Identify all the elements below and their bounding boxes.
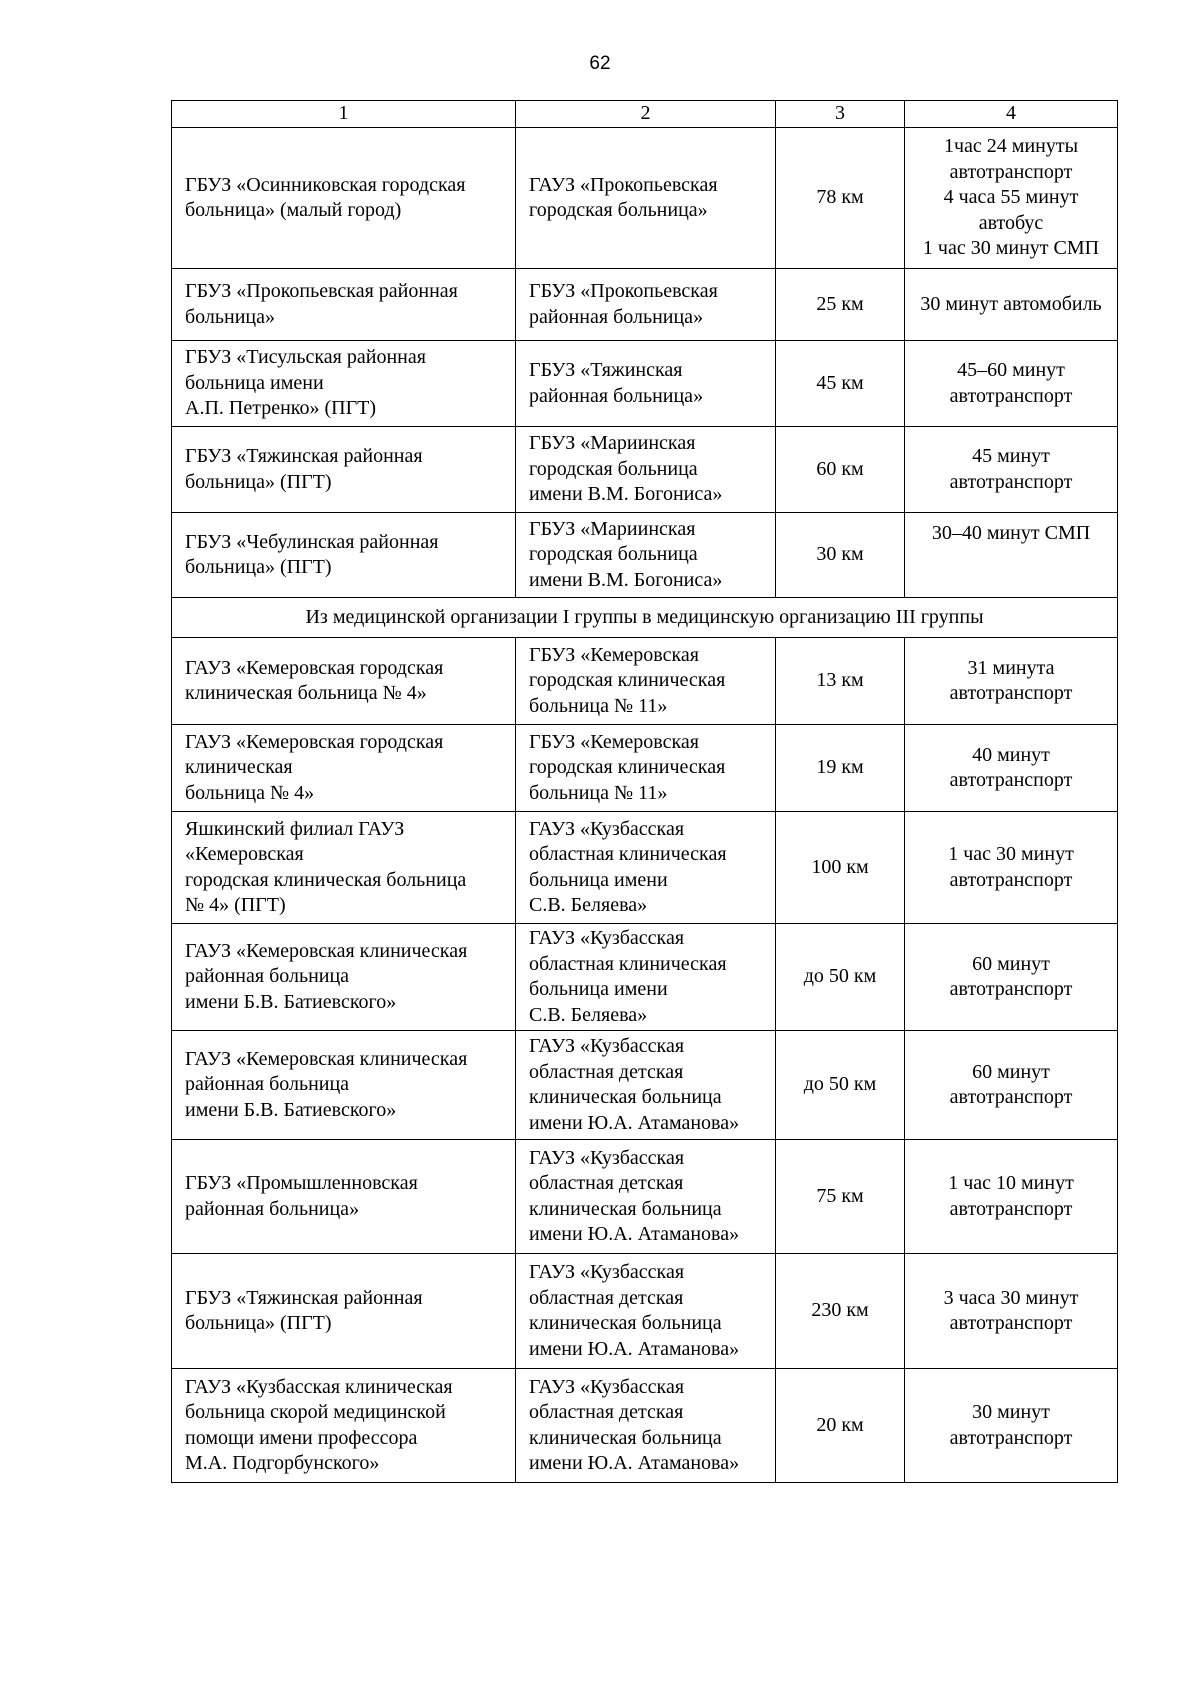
table-row: [172, 1369, 1118, 1483]
from-organization: ГБУЗ «Чебулинская районная больница» (ПГТ): [172, 513, 516, 598]
column-header: 1: [172, 101, 516, 128]
distance: 30 км: [776, 513, 905, 598]
table-row: [172, 128, 1118, 269]
from-organization: ГАУЗ «Кемеровская городская клиническая больница № 4»: [172, 638, 516, 725]
table-row: [172, 341, 1118, 427]
travel-time: 30–40 минут СМП: [905, 513, 1118, 598]
to-organization: ГБУЗ «Мариинская городская больница имени В.М. Богониса»: [516, 513, 776, 598]
from-organization: ГАУЗ «Кемеровская клиническая районная больница имени Б.В. Батиевского»: [172, 1031, 516, 1140]
distance: 19 км: [776, 725, 905, 812]
page-number: 62: [589, 53, 611, 74]
table-row: [172, 638, 1118, 725]
table-row: [172, 513, 1118, 598]
to-organization: ГБУЗ «Кемеровская городская клиническая больница № 11»: [516, 725, 776, 812]
distance: 100 км: [776, 812, 905, 924]
header-row: [172, 101, 1118, 128]
section-title: Из медицинской организации I группы в медицинскую организацию III группы: [172, 598, 1118, 638]
from-organization: ГБУЗ «Тяжинская районная больница» (ПГТ): [172, 1254, 516, 1369]
column-header: 3: [776, 101, 905, 128]
distance: 13 км: [776, 638, 905, 725]
table-row: [172, 1140, 1118, 1254]
travel-time: 45–60 минут автотранспорт: [905, 341, 1118, 427]
routing-table: [171, 100, 1118, 1483]
from-organization: ГАУЗ «Кемеровская городская клиническая больница № 4»: [172, 725, 516, 812]
from-organization: ГАУЗ «Кузбасская клиническая больница скорой медицинской помощи имени профессора М.А. Подгорбунского»: [172, 1369, 516, 1483]
distance: до 50 км: [776, 1031, 905, 1140]
to-organization: ГАУЗ «Кузбасская областная детская клиническая больница имени Ю.А. Атаманова»: [516, 1369, 776, 1483]
table-row: [172, 725, 1118, 812]
distance: 230 км: [776, 1254, 905, 1369]
table-row: [172, 427, 1118, 513]
distance: 20 км: [776, 1369, 905, 1483]
travel-time: 1 час 30 минут автотранспорт: [905, 812, 1118, 924]
from-organization: Яшкинский филиал ГАУЗ «Кемеровская городская клиническая больница № 4» (ПГТ): [172, 812, 516, 924]
from-organization: ГАУЗ «Кемеровская клиническая районная больница имени Б.В. Батиевского»: [172, 924, 516, 1031]
travel-time: 3 часа 30 минут автотранспорт: [905, 1254, 1118, 1369]
to-organization: ГБУЗ «Мариинская городская больница имени В.М. Богониса»: [516, 427, 776, 513]
from-organization: ГБУЗ «Промышленновская районная больница»: [172, 1140, 516, 1254]
table-row: [172, 269, 1118, 341]
travel-time: 30 минут автомобиль: [905, 269, 1118, 341]
travel-time: 45 минут автотранспорт: [905, 427, 1118, 513]
table-row: [172, 924, 1118, 1031]
distance: 60 км: [776, 427, 905, 513]
to-organization: ГАУЗ «Кузбасская областная детская клиническая больница имени Ю.А. Атаманова»: [516, 1254, 776, 1369]
distance: 45 км: [776, 341, 905, 427]
distance: 25 км: [776, 269, 905, 341]
to-organization: ГБУЗ «Кемеровская городская клиническая больница № 11»: [516, 638, 776, 725]
from-organization: ГБУЗ «Прокопьевская районная больница»: [172, 269, 516, 341]
table-row: [172, 812, 1118, 924]
to-organization: ГАУЗ «Кузбасская областная детская клиническая больница имени Ю.А. Атаманова»: [516, 1031, 776, 1140]
column-header: 2: [516, 101, 776, 128]
to-organization: ГАУЗ «Кузбасская областная детская клиническая больница имени Ю.А. Атаманова»: [516, 1140, 776, 1254]
from-organization: ГБУЗ «Тяжинская районная больница» (ПГТ): [172, 427, 516, 513]
travel-time: 40 минут автотранспорт: [905, 725, 1118, 812]
section-row: [172, 598, 1118, 638]
distance: 75 км: [776, 1140, 905, 1254]
travel-time: 1час 24 минуты автотранспорт 4 часа 55 минут автобус 1 час 30 минут СМП: [905, 128, 1118, 269]
travel-time: 30 минут автотранспорт: [905, 1369, 1118, 1483]
to-organization: ГБУЗ «Тяжинская районная больница»: [516, 341, 776, 427]
from-organization: ГБУЗ «Тисульская районная больница имени А.П. Петренко» (ПГТ): [172, 341, 516, 427]
table-row: [172, 1254, 1118, 1369]
distance: 78 км: [776, 128, 905, 269]
column-header: 4: [905, 101, 1118, 128]
travel-time: 60 минут автотранспорт: [905, 924, 1118, 1031]
travel-time: 1 час 10 минут автотранспорт: [905, 1140, 1118, 1254]
to-organization: ГАУЗ «Кузбасская областная клиническая больница имени С.В. Беляева»: [516, 812, 776, 924]
table-row: [172, 1031, 1118, 1140]
travel-time: 60 минут автотранспорт: [905, 1031, 1118, 1140]
travel-time: 31 минута автотранспорт: [905, 638, 1118, 725]
to-organization: ГБУЗ «Прокопьевская районная больница»: [516, 269, 776, 341]
to-organization: ГАУЗ «Прокопьевская городская больница»: [516, 128, 776, 269]
from-organization: ГБУЗ «Осинниковская городская больница» (малый город): [172, 128, 516, 269]
to-organization: ГАУЗ «Кузбасская областная клиническая больница имени С.В. Беляева»: [516, 924, 776, 1031]
distance: до 50 км: [776, 924, 905, 1031]
